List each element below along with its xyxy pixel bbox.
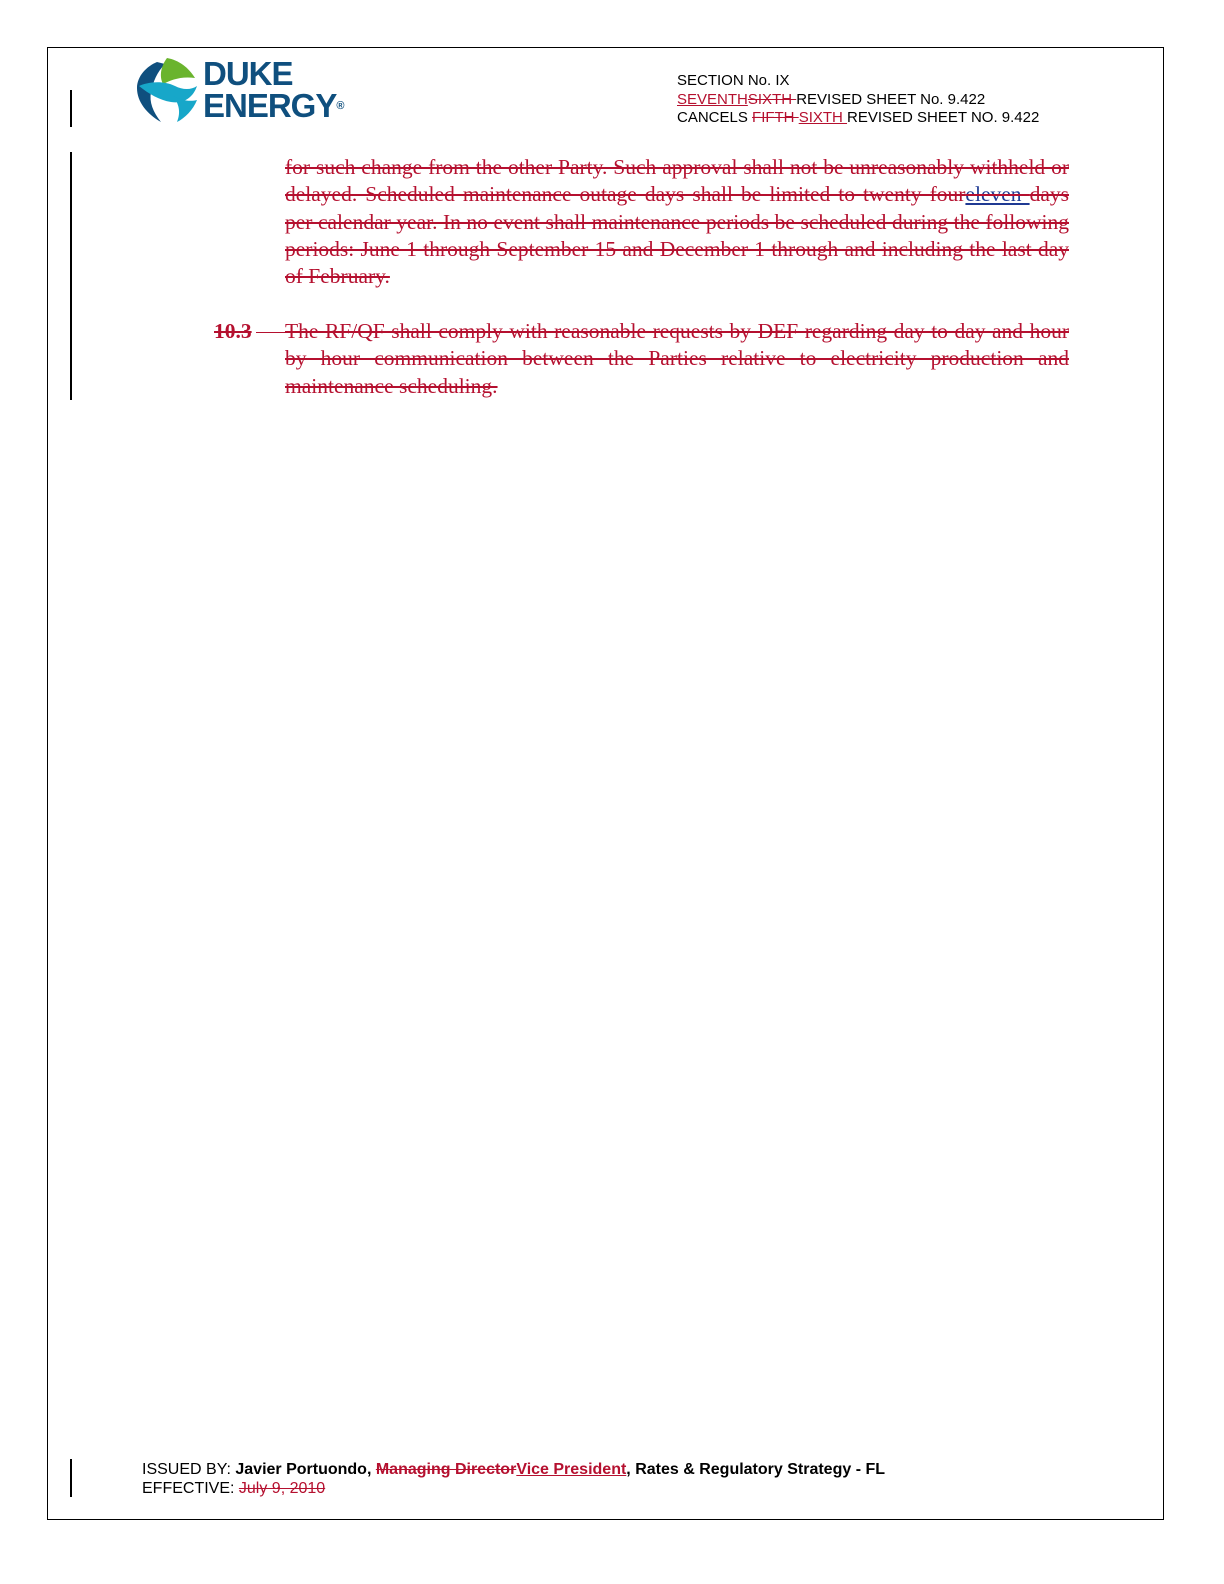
inserted-cancels-revision: SIXTH [798, 109, 848, 126]
change-bar-header [70, 90, 72, 127]
inserted-issuer-title: Vice President [516, 1461, 627, 1478]
cancels-sheet-number: REVISED SHEET NO. 9.422 [847, 109, 1040, 126]
change-bar-body [70, 152, 72, 400]
issued-by-line [142, 1460, 885, 1479]
cancels-label: CANCELS [677, 109, 753, 126]
section-number-10-3: 10.3 [214, 319, 252, 343]
duke-energy-logo [133, 56, 343, 128]
cancels-line [677, 109, 1039, 128]
issuer-department: , Rates & Regulatory Strategy - FL [626, 1461, 886, 1478]
sheet-number: REVISED SHEET No. 9.422 [796, 90, 986, 108]
sheet-revision-line [677, 91, 1039, 110]
registered-mark: ® [336, 100, 345, 112]
effective-line [142, 1479, 885, 1498]
issued-by-label: ISSUED BY: [142, 1461, 236, 1478]
logo-line-energy [203, 87, 345, 124]
logo-line-energy-text: ENERGY [203, 87, 337, 124]
deleted-effective-date: July 9, 2010 [238, 1480, 326, 1497]
inserted-text-eleven: eleven [965, 182, 1030, 207]
section-number: SECTION No. IX [677, 72, 790, 89]
strikethrough-tab [256, 318, 285, 345]
effective-label: EFFECTIVE: [142, 1480, 239, 1497]
paragraph-text-part2: days per calendar year. In no event shall maintenance periods be scheduled during the following periods: June 1 through September 15 and December 1 through and including the last day of February. [285, 182, 1069, 289]
change-bar-footer [70, 1459, 72, 1497]
sheet-header [677, 72, 1039, 128]
paragraph-maintenance-approval [285, 154, 1069, 290]
deleted-issuer-title: Managing Director [375, 1461, 517, 1478]
issuer-name: Javier Portuondo, [235, 1461, 376, 1478]
logo-line-duke: DUKE [203, 55, 293, 92]
inserted-sheet-revision: SEVENTH [677, 90, 748, 108]
paragraph-text-part1: for such change from the other Party. Such approval shall not be unreasonably withheld or delayed. Scheduled maintenance outage days shall be limited to twenty four [285, 155, 1069, 207]
logo-wordmark [203, 55, 345, 124]
paragraph-communication: The RF/QF shall comply with reasonable requests by DEF regarding day to day and hour by hour communication between the Parties relative to electricity production and maintenance scheduling. [285, 319, 1069, 398]
duke-energy-logo-mark-icon [133, 56, 203, 128]
sheet-footer [142, 1460, 885, 1498]
deleted-sheet-revision: SIXTH [747, 90, 797, 108]
deleted-cancels-revision: FIFTH [752, 109, 799, 126]
